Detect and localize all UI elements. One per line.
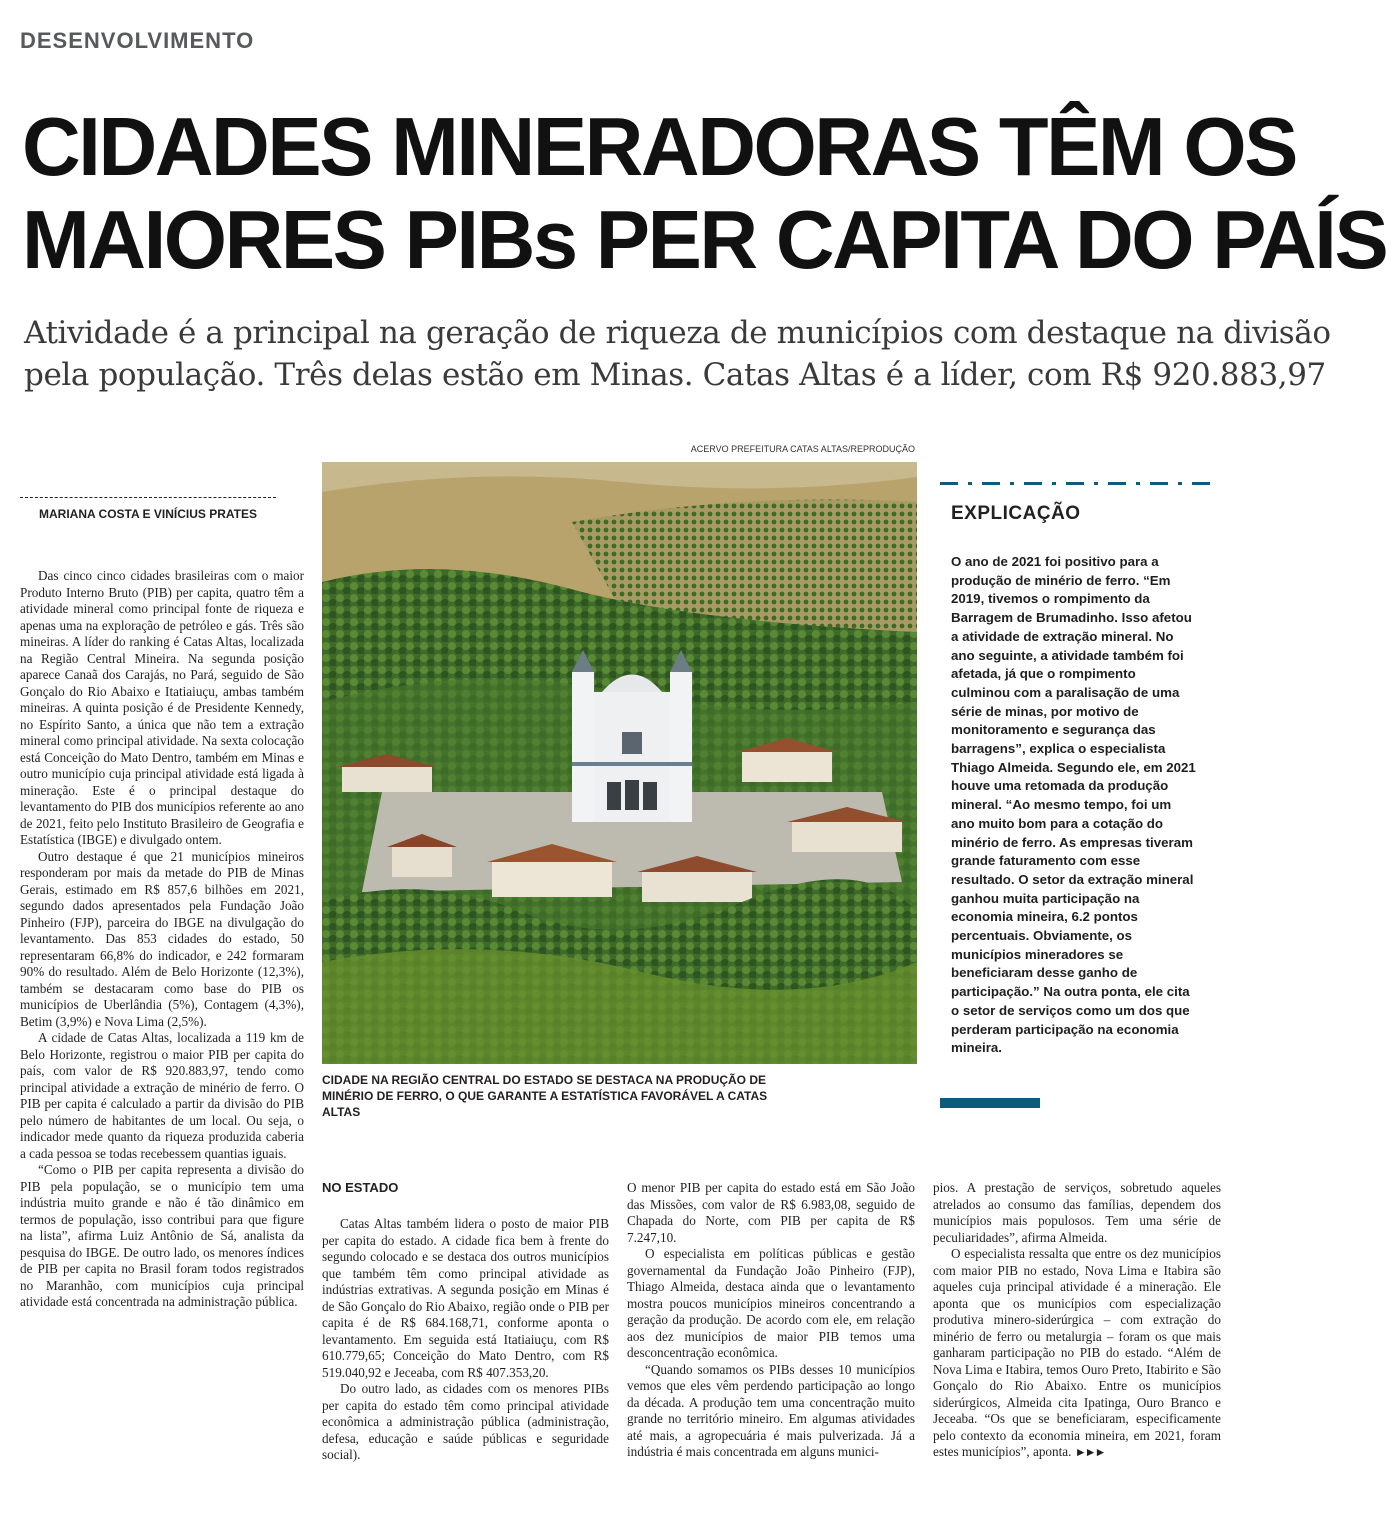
paragraph: Outro destaque é que 21 municípios mineiros responderam por mais da metade do PIB de Minas Gerais, estimado em R$ 857,6 bilhões em 2021, segundo dados apresentados pela Fundação João Pinheiro (FJP), parceira do IBGE na divulgação do levantamento. Das 853 cidades do estado, 50 representaram 66,8% do indicador, e 242 formaram 90% do resultado. Além de Belo Horizonte (12,3%), também se destacaram como base do PIB os municípios de Uberlândia (5%), Contagem (4,3%), Betim (3,9%) e Nova Lima (2,5%). <box>20 848 304 1029</box>
article-column-3 <box>627 1180 915 1461</box>
no-estado-subhead: NO ESTADO <box>322 1180 399 1195</box>
paragraph: A cidade de Catas Altas, localizada a 119 km de Belo Horizonte, registrou o maior PIB per capita do país, com valor de R$ 920.883,97, tendo como principal atividade a extração de minério de ferro. O PIB per capita é calculado a partir da divisão do PIB pelo número de habitantes de um local. Ou seja, o indicador mede quanto da riqueza produzida caberia a cada pessoa se todas recebessem quantias iguais. <box>20 1030 304 1161</box>
photo-credit: ACERVO PREFEITURA CATAS ALTAS/REPRODUÇÃO <box>690 444 915 454</box>
headline-line: CIDADES MINERADORAS TÊM OS <box>22 100 1296 193</box>
article-column-1 <box>20 568 304 1311</box>
explicacao-text: O ano de 2021 foi positivo para a produção de minério de ferro. “Em 2019, tivemos o rompimento da Barragem de Brumadinho. Isso afetou a atividade de extração mineral. No ano seguinte, a atividade também foi afetada, já que o rompimento culminou com a paralisação de uma série de minas, por motivo de monitoramento e segurança das barragens”, explica o especialista Thiago Almeida. Segundo ele, em 2021 houve uma retomada da produção mineral. “Ao mesmo tempo, foi um ano muito bom para a cotação do minério de ferro. As empresas tiveram grande faturamento com esse resultado. O setor da extração mineral ganhou muita participação na economia mineira, 6.2 pontos percentuais. Obviamente, os municípios mineradores se beneficiaram desse ganho de participação.” Na outra ponta, ele cita o setor de serviços como um dos que perderam participação na economia mineira. <box>951 554 1196 1056</box>
continue-arrows-icon: ►►► <box>1074 1445 1105 1459</box>
explicacao-title: EXPLICAÇÃO <box>951 503 1081 524</box>
box-bottom-bar <box>940 1098 1040 1108</box>
paragraph-text: O especialista ressalta que entre os dez municípios com maior PIB no estado, Nova Lima e Itabira são aqueles cuja principal atividade é a mineração. Ele aponta que os municípios com especialização produtiva minero-siderúrgica – com extração do minério de ferro ou metalurgia – foram os que mais ganharam participação no PIB do estado. “Além de Nova Lima e Itabira, temos Ouro Preto, Itabirito e São Gonçalo do Rio Abaixo. Entre os municípios siderúrgicos, Almeida cita Ipatinga, Ouro Branco e Jeceaba. “Os que se beneficiaram, especificamente pelo contexto da economia mineira, em 2021, foram estes municípios”, aponta. <box>933 1246 1221 1459</box>
paragraph: “Quando somamos os PIBs desses 10 municípios vemos que eles vêm perdendo participação ao longo da década. A produção tem uma concentração muito grande no território mineiro. Em algumas atividades até mais, a agropecuária é mais pulverizada. Já a indústria é mais concentrada em alguns munici- <box>627 1361 915 1459</box>
paragraph <box>933 1246 1221 1461</box>
paragraph: Das cinco cinco cidades brasileiras com o maior Produto Interno Bruto (PIB) per capita, quatro têm a atividade mineral como principal fonte de riqueza e apenas uma na exploração de petróleo e gás. Três são mineiras. A líder do ranking é Catas Altas, localizada na Região Central Mineira. Na segunda posição aparece Canaã dos Carajás, no Pará, seguido de São Gonçalo do Rio Abaixo e Itatiaiuçu, ambas também mineiras. A quinta posição é de Presidente Kennedy, no Espírito Santo, a única que não tem a extração mineral como principal atividade. Na sexta colocação está Conceição do Mato Dentro, também em Minas e outro município cuja principal atividade está ligada à mineração. Este é o principal destaque do levantamento do PIB dos municípios referente ao ano de 2021, feito pelo Instituto Brasileiro de Geografia e Estatística (IBGE) e divulgado ontem. <box>20 568 304 847</box>
article-column-2 <box>322 1216 609 1464</box>
photo-caption: CIDADE NA REGIÃO CENTRAL DO ESTADO SE DESTACA NA PRODUÇÃO DE MINÉRIO DE FERRO, O QUE GARANTE A ESTATÍSTICA FAVORÁVEL A CATAS ALTAS <box>322 1073 768 1119</box>
article-column-4 <box>933 1180 1221 1461</box>
church-photo <box>322 462 917 1064</box>
headline <box>22 100 1386 286</box>
photo-illustration <box>322 462 917 1064</box>
paragraph: O menor PIB per capita do estado está em São João das Missões, com valor de R$ 6.983,08, seguido de Chapada do Norte, com PIB per capita de R$ 7.247,10. <box>627 1180 915 1245</box>
byline-rule <box>20 497 276 498</box>
paragraph: O especialista em políticas públicas e gestão governamental da Fundação João Pinheiro (FJP), Thiago Almeida, destaca ainda que o levantamento mostra poucos municípios mineiros concentrando a geração da produção. De acordo com ele, em relação aos dez municípios de maior PIB temos uma desconcentração econômica. <box>627 1246 915 1360</box>
headline-line: MAIORES PIBs PER CAPITA DO PAÍS <box>22 193 1386 286</box>
paragraph: Do outro lado, as cidades com os menores PIBs per capita do estado têm como principal atividade econômica a administração pública (administração, defesa, educação e saúde públicas e seguridade social). <box>322 1381 609 1462</box>
subheadline <box>24 312 1331 396</box>
paragraph: Catas Altas também lidera o posto de maior PIB per capita do estado. A cidade fica bem à frente do segundo colocado e se destaca dos outros municípios que também têm como principal atividade as indústrias extrativas. A segunda posição em Minas é de São Gonçalo do Rio Abaixo, região onde o PIB per capita é de R$ 684.168,71, conforme aponta o levantamento. Em seguida está Itatiaiuçu, com R$ 610.779,65; Conceição do Mato Dentro, com R$ 519.040,92 e Jeceaba, com R$ 407.353,20. <box>322 1216 609 1380</box>
subheadline-line: pela população. Três delas estão em Minas. Catas Altas é a líder, com R$ 920.883,97 <box>24 357 1326 393</box>
box-dashed-rule <box>940 482 1215 485</box>
paragraph: “Como o PIB per capita representa a divisão do PIB pela população, se o município tem uma indústria muito grande e não é tão dinâmico em termos de população, isso contribui para que figure na lista”, afirma Luiz Antônio de Sá, analista da pesquisa do IBGE. De outro lado, os menores índices de PIB per capita no Brasil foram todos registrados no Maranhão, com municípios cuja principal atividade está concentrada na administração pública. <box>20 1162 304 1309</box>
subheadline-line: Atividade é a principal na geração de riqueza de municípios com destaque na divisão <box>24 315 1331 351</box>
paragraph: pios. A prestação de serviços, sobretudo aqueles atrelados ao consumo das famílias, dependem dos municípios mais populosos. Tem uma série de peculiaridades”, afirma Almeida. <box>933 1180 1221 1245</box>
byline: MARIANA COSTA E VINÍCIUS PRATES <box>38 507 257 521</box>
section-label: DESENVOLVIMENTO <box>20 28 255 53</box>
